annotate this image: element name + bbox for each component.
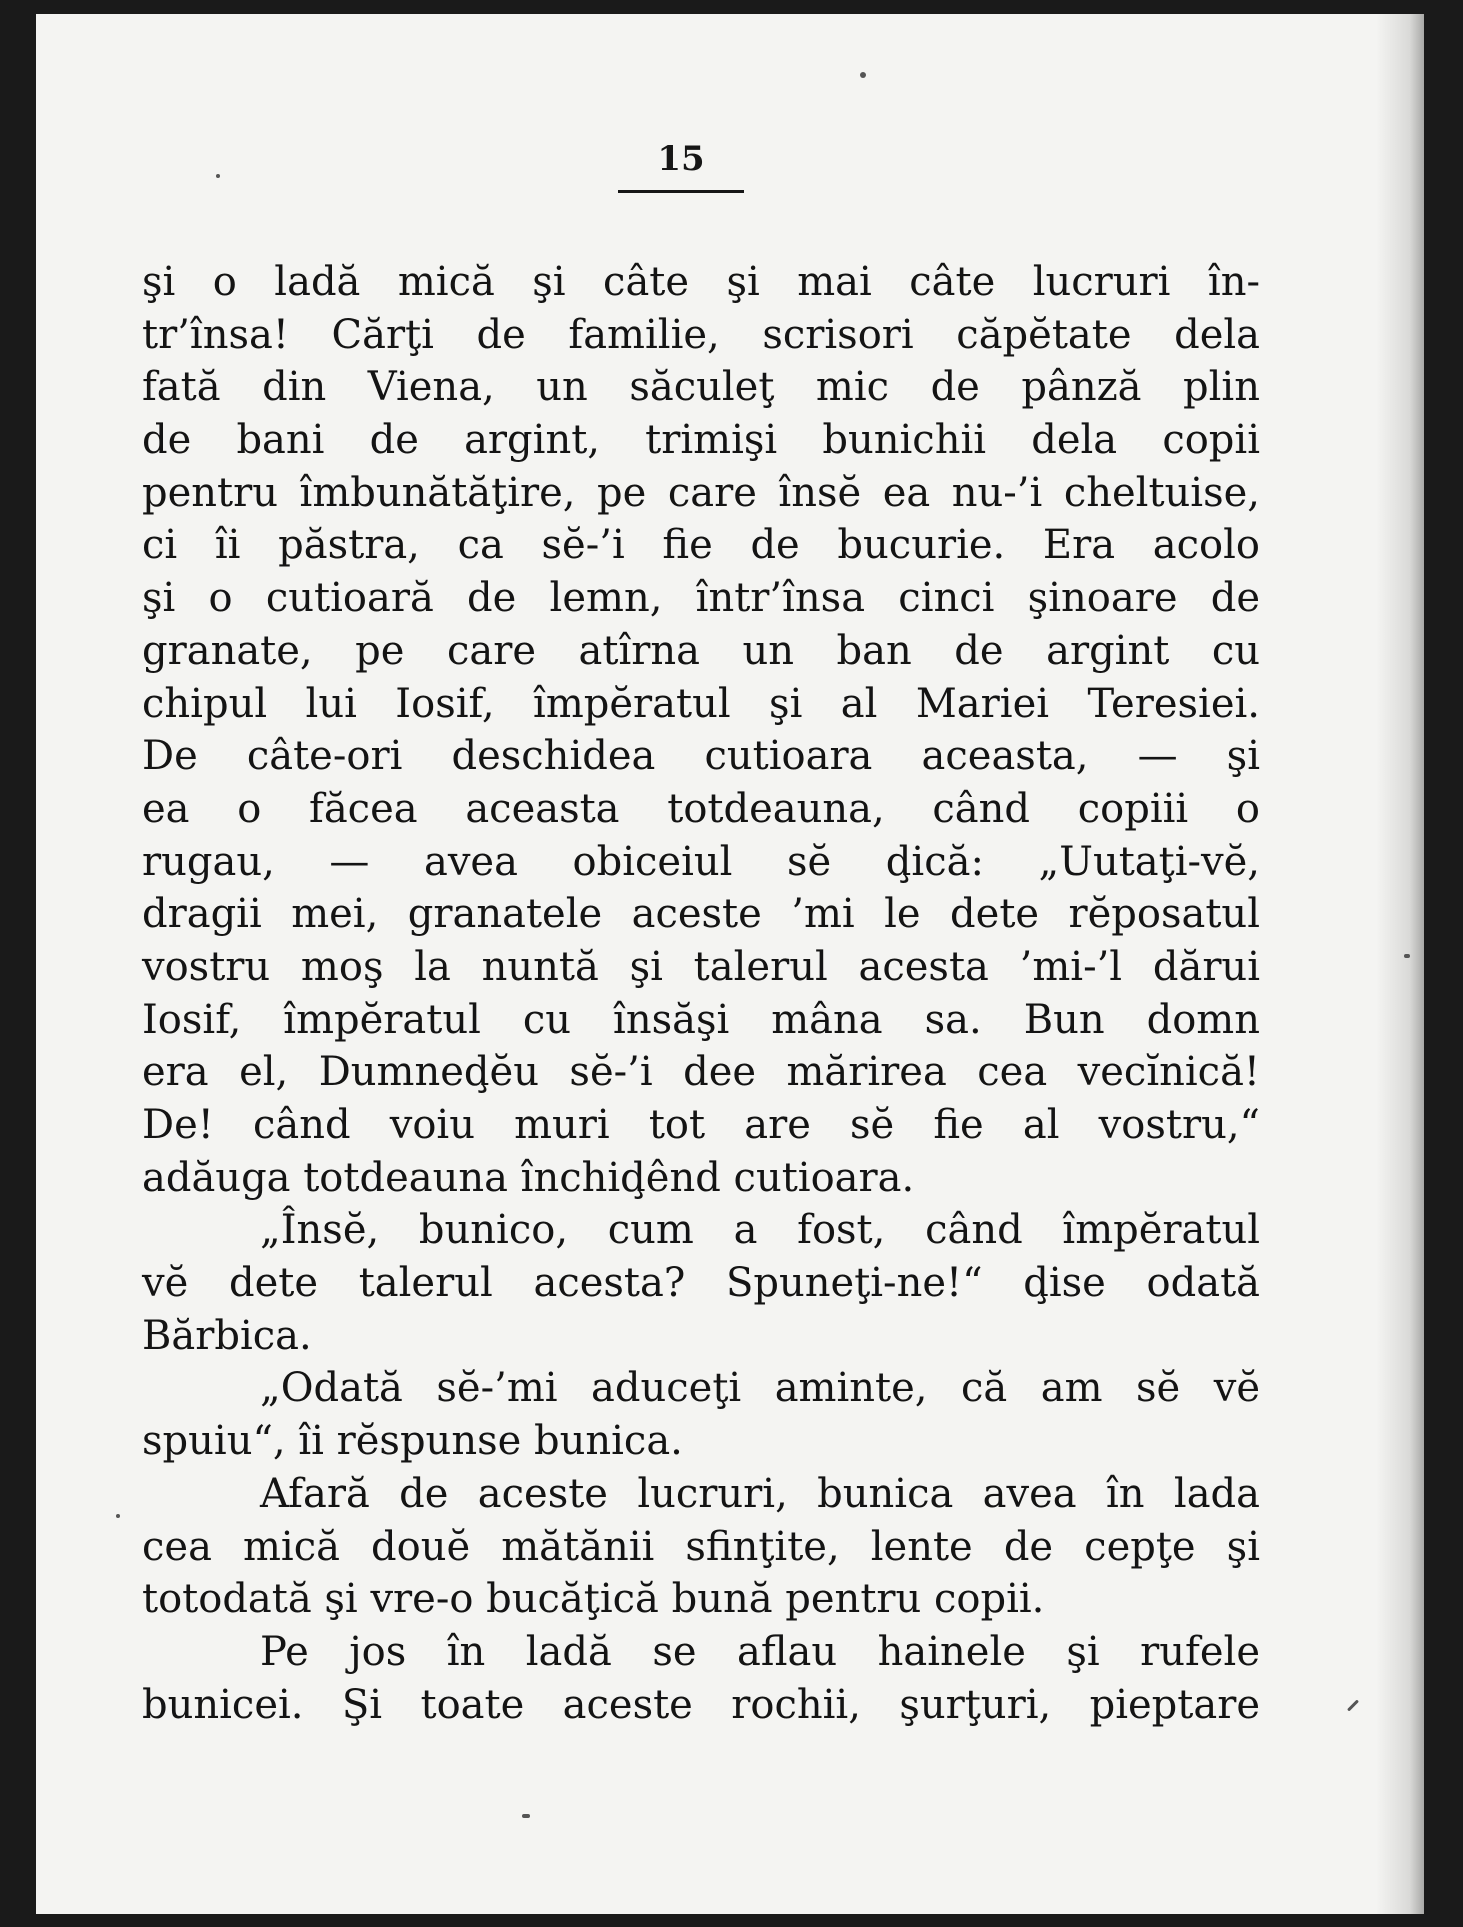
- text-line: De! când voiu muri tot are sĕ fie al vostru,“: [142, 1102, 1260, 1148]
- text-line: rugau, — avea obiceiul sĕ ḑică: „Uutaţi-vĕ,: [142, 838, 1260, 885]
- text-line: fată din Viena, un săculeţ mic de pânză plin: [142, 364, 1260, 411]
- text-line: vostru moş la nuntă şi talerul acesta ’mi-’l dărui: [142, 943, 1260, 990]
- text-line: şi o cutioară de lemn, într’însa cinci şinoare de: [142, 575, 1260, 622]
- print-speck: [216, 174, 220, 178]
- text-line: vĕ dete talerul acesta? Spuneţi-ne!“ ḑise odată: [142, 1260, 1260, 1307]
- page-number: 15: [657, 139, 705, 179]
- text-line: ea o făcea aceasta totdeauna, când copiii o: [142, 785, 1260, 832]
- text-line: şi o ladă mică şi câte şi mai câte lucruri în-: [142, 259, 1260, 305]
- text-line: totodată şi vre-o bucăţică bună pentru copii.: [142, 1576, 1045, 1623]
- text-line: de bani de argint, trimişi bunichii dela copii: [142, 417, 1260, 464]
- print-speck: [116, 1514, 120, 1518]
- text-line: De câte-ori deschidea cutioara aceasta, — şi: [142, 733, 1260, 780]
- text-line: dragii mei, granatele aceste ’mi le dete rĕposatul: [142, 891, 1260, 938]
- text-line: era el, Dumneḑĕu sĕ-’i dee mărirea cea vecĭnică!: [142, 1049, 1260, 1096]
- text-line: „Odată sĕ-’mi aduceţi aminte, că am sĕ vĕ: [260, 1365, 1260, 1412]
- book-page: [36, 14, 1424, 1914]
- text-line: pentru îmbunătăţire, pe care însĕ ea nu-’i cheltuise,: [142, 469, 1260, 516]
- print-speck: [1347, 1699, 1359, 1711]
- text-line: granate, pe care atîrna un ban de argint cu: [142, 627, 1260, 674]
- text-line: adăuga totdeauna închiḑênd cutioara.: [142, 1154, 915, 1201]
- text-line: Iosif, împĕratul cu însăşi mâna sa. Bun domn: [142, 996, 1260, 1043]
- text-line: cea mică douĕ mătănii sfinţite, lente de cepţe şi: [142, 1523, 1260, 1570]
- text-line: spuiu“, îi rĕspunse bunica.: [142, 1418, 683, 1465]
- text-line: tr’însa! Cărţi de familie, scrisori căpĕtate dela: [142, 311, 1260, 358]
- text-line: Pe jos în ladă se aflau hainele şi rufele: [260, 1628, 1260, 1675]
- text-line: ci îi păstra, ca sĕ-’i fie de bucurie. Era acolo: [142, 522, 1260, 569]
- print-speck: [522, 1814, 530, 1818]
- print-speck: [860, 72, 866, 78]
- text-line: Afară de aceste lucruri, bunica avea în lada: [260, 1470, 1260, 1517]
- body-text: [142, 256, 1260, 1731]
- page-number-rule: [618, 190, 744, 193]
- text-line: „Însĕ, bunico, cum a fost, când împĕratul: [260, 1207, 1260, 1254]
- text-line: bunicei. Şi toate aceste rochii, şurţuri, pieptare: [142, 1681, 1260, 1728]
- print-speck: [1404, 954, 1410, 958]
- text-line: chipul lui Iosif, împĕratul şi al Mariei Teresiei.: [142, 680, 1260, 727]
- page-edge-shadow: [1376, 14, 1424, 1914]
- text-line: Bărbica.: [142, 1312, 312, 1359]
